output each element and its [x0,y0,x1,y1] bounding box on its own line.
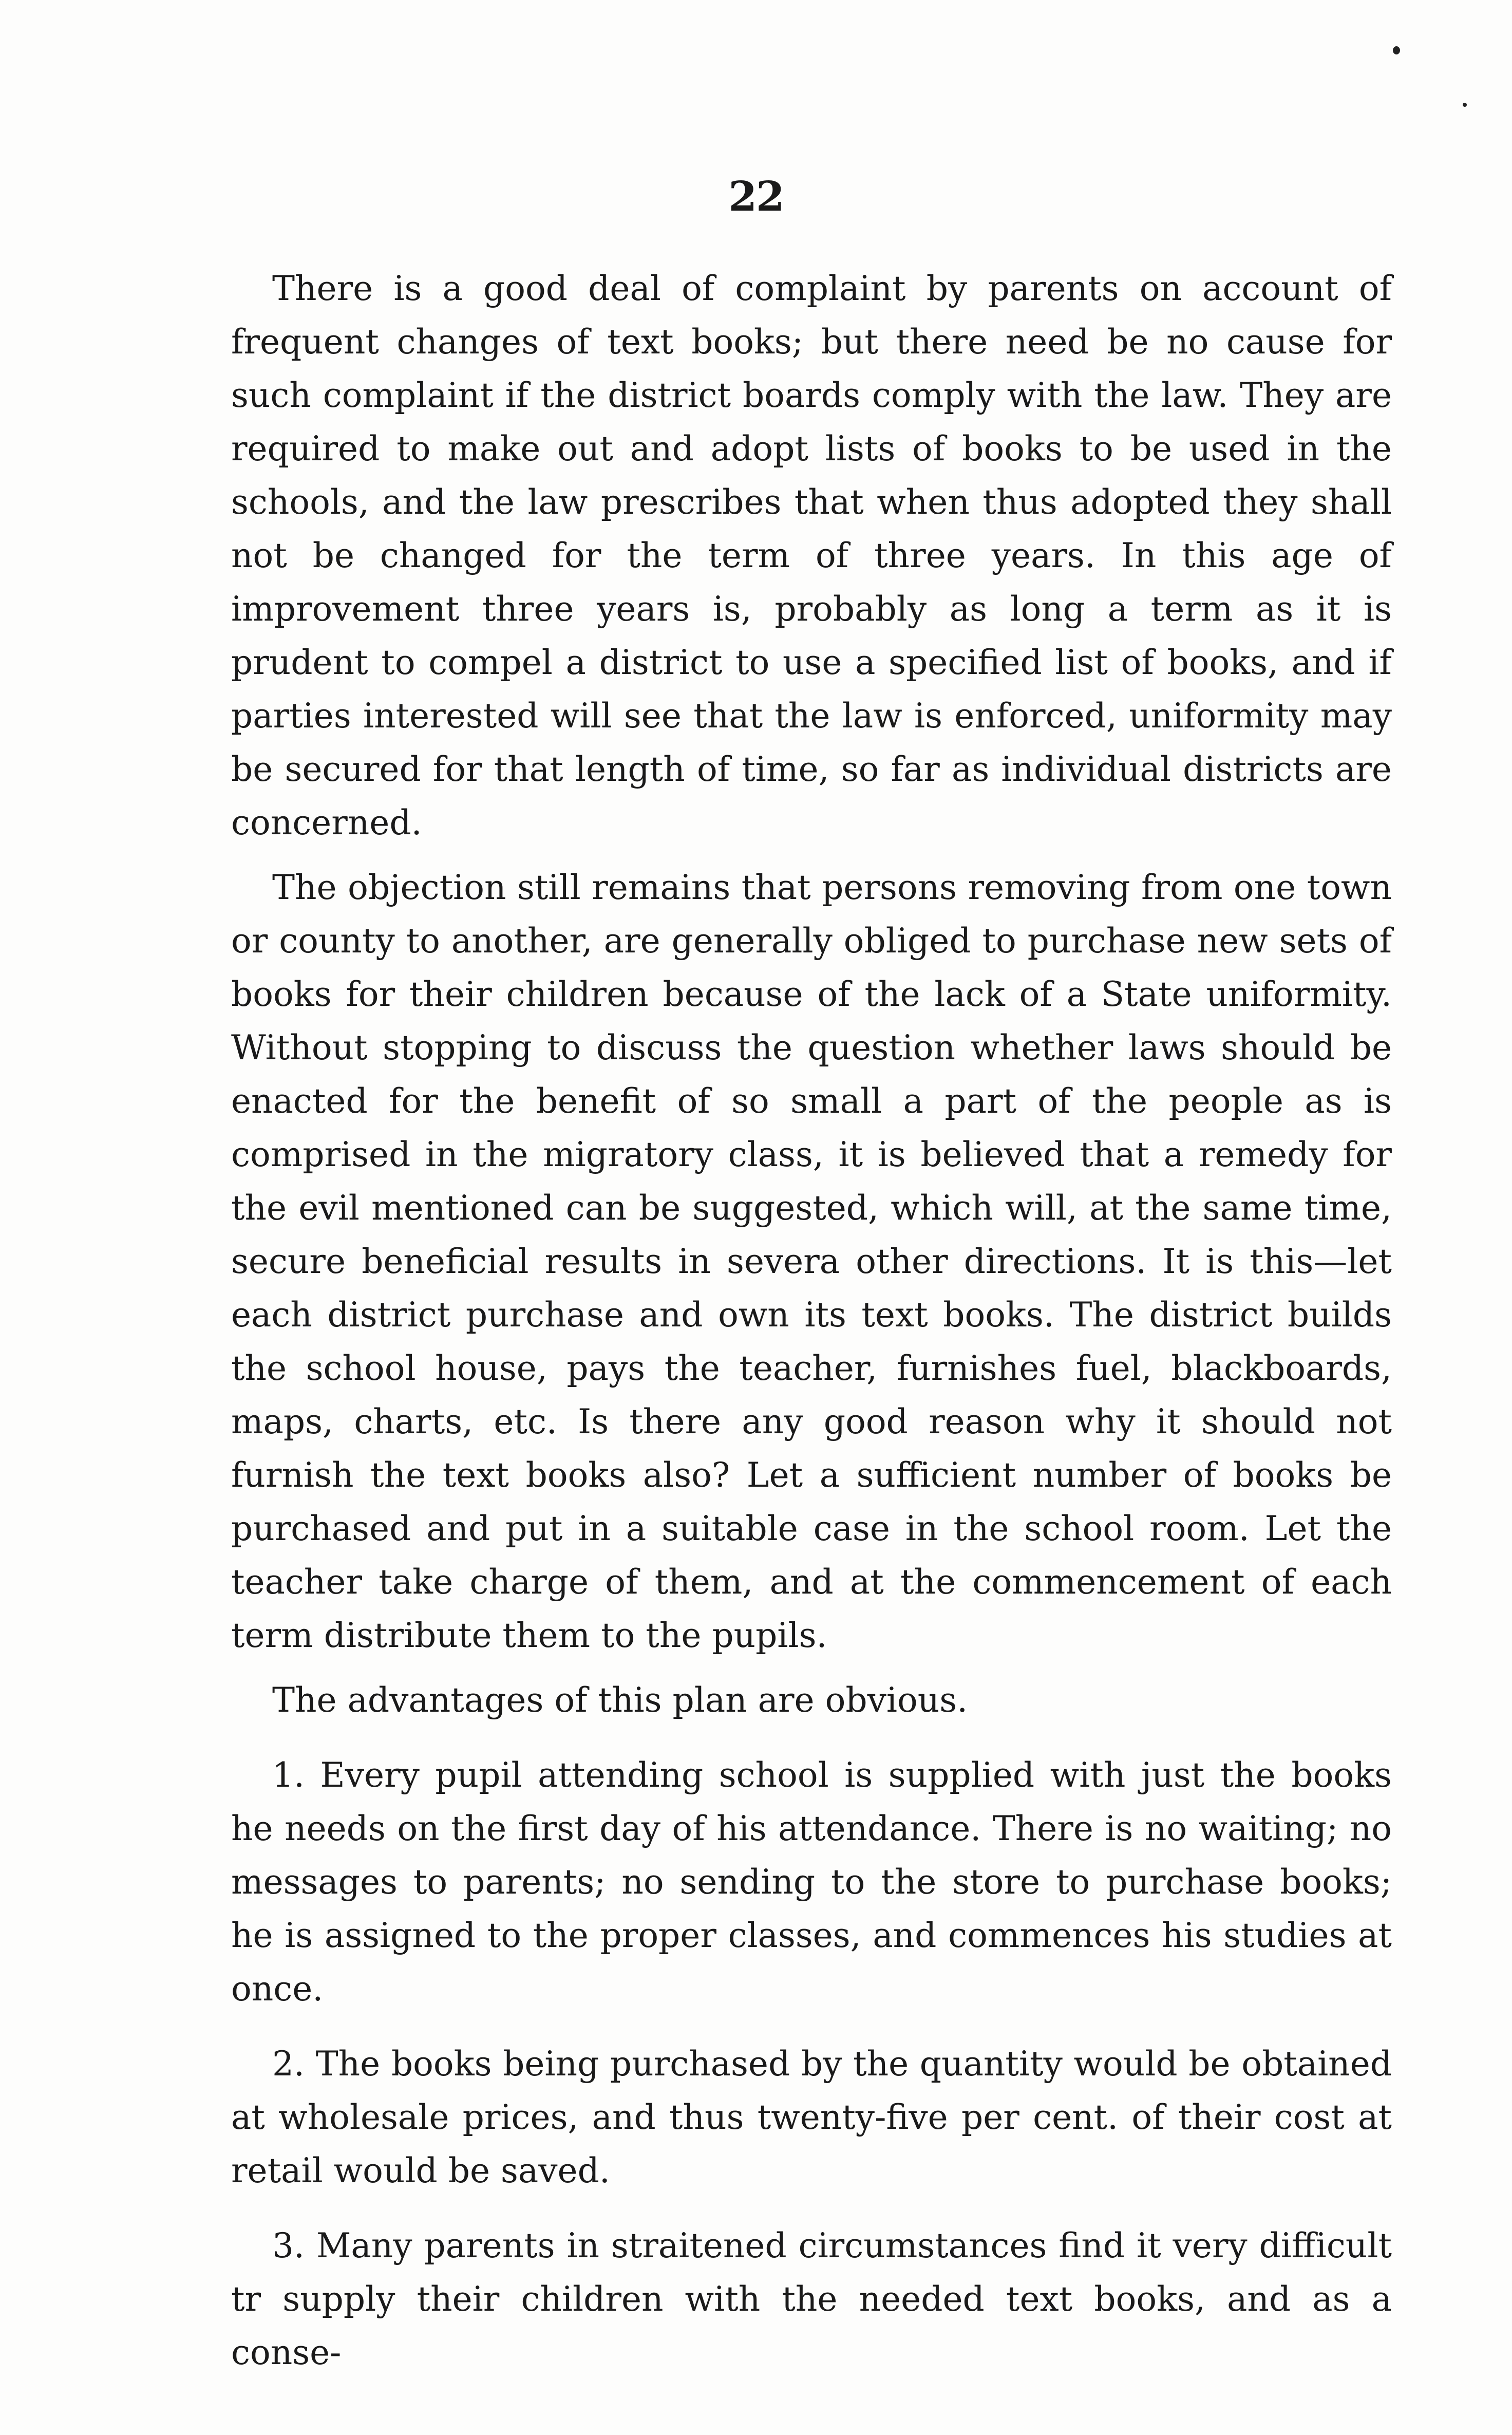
list-item-advantage-2: 2. The books being purchased by the quantity would be obtained at wholesale prices, and thus twenty-five per cent. of their cost at retail would be saved. [231,2044,1392,2190]
list-item-advantage-3: 3. Many parents in straitened circumstances find it very difficult tr supply their children with the needed text books, and as a conse- [231,2226,1392,2372]
paragraph-advantages-intro: The advantages of this plan are obvious. [272,1680,968,1720]
ink-speck [1393,46,1400,54]
ink-speck [1463,103,1467,107]
page-number: 22 [728,172,784,220]
body-text [231,262,1392,2380]
list-item-advantage-1: 1. Every pupil attending school is supplied with just the books he needs on the first day of his attendance. There is no waiting; no messages to parents; no sending to the store to purchase books; he is assigned to the proper classes, and commences his studies at once. [231,1755,1392,2009]
paragraph-text-books-complaint: There is a good deal of complaint by parents on account of frequent changes of text books; but there need be no cause for such complaint if the district boards comply with the law. They are required to make out and adopt lists of books to be used in the schools, and the law prescribes that when thus adopted they shall not be changed for the term of three years. In this age of improvement three years is, probably as long a term as it is prudent to compel a district to use a specified list of books, and if parties interested will see that the law is enforced, uniformity may be secured for that length of time, so far as individual districts are concerned. [231,269,1392,842]
paragraph-state-uniformity: The objection still remains that persons removing from one town or county to another, are generally obliged to purchase new sets of books for their children because of the lack of a State uniformity. Without stopping to discuss the question whether laws should be enacted for the benefit of so small a part of the people as is comprised in the migratory class, it is believed that a remedy for the evil mentioned can be suggested, which will, at the same time, secure beneficial results in severa other directions. It is this—let each district purchase and own its text books. The district builds the school house, pays the teacher, furnishes fuel, blackboards, maps, charts, etc. Is there any good reason why it should not furnish the text books also? Let a sufficient number of books be purchased and put in a suitable case in the school room. Let the teacher take charge of them, and at the commencement of each term distribute them to the pupils. [231,868,1392,1655]
